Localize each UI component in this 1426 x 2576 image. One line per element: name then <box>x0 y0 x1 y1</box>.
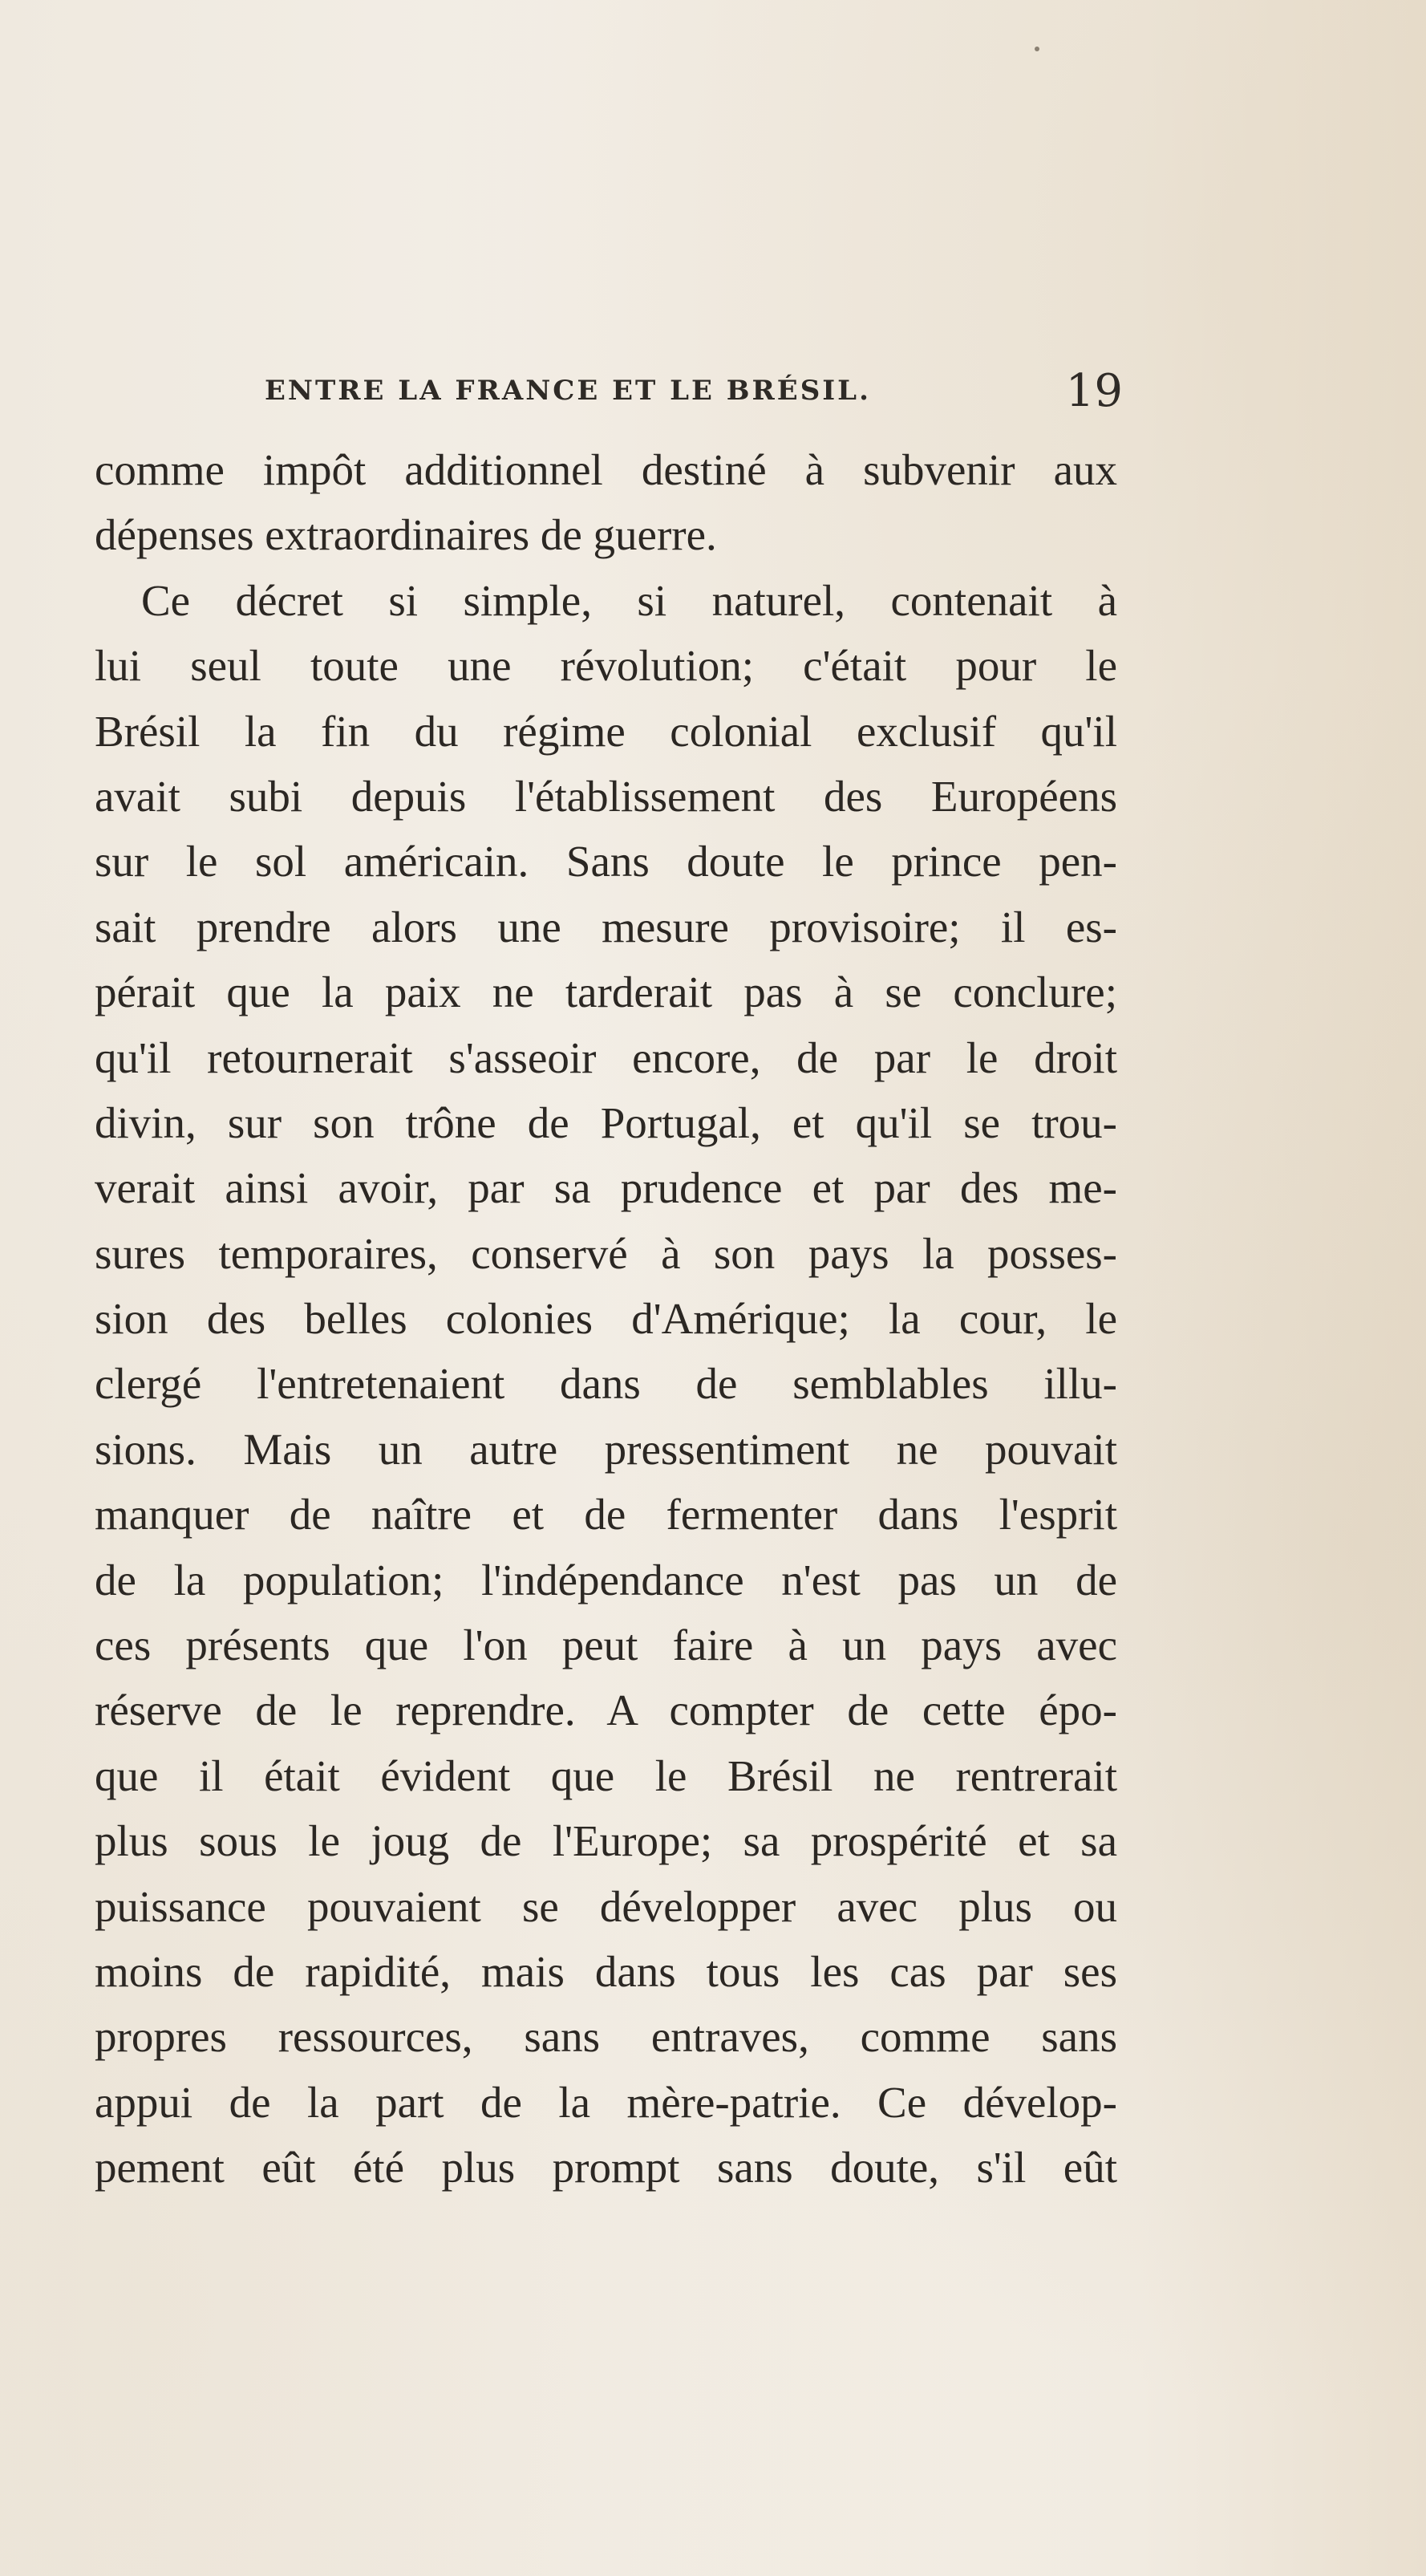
text-line: clergé l'entretenaient dans de semblables illu- <box>95 1359 1117 1409</box>
text-line: puissance pouvaient se développer avec plus ou <box>95 1881 1117 1931</box>
paper-speck <box>1035 47 1039 51</box>
text-line: sion des belles colonies d'Amérique; la cour, le <box>95 1294 1117 1344</box>
text-line: comme impôt additionnel destiné à subvenir aux <box>95 445 1117 494</box>
text-line: Brésil la fin du régime colonial exclusif qu'il <box>95 706 1117 756</box>
running-head <box>265 365 1123 417</box>
text-line: réserve de le reprendre. A compter de cette épo- <box>95 1686 1117 1735</box>
text-line: avait subi depuis l'établissement des Européens <box>95 771 1117 821</box>
text-line: moins de rapidité, mais dans tous les cas par ses <box>95 1946 1117 1996</box>
text-line: divin, sur son trône de Portugal, et qu'il se trou- <box>95 1097 1117 1147</box>
text-line: plus sous le joug de l'Europe; sa prospérité et sa <box>95 1816 1117 1866</box>
text-line: qu'il retournerait s'asseoir encore, de par le droit <box>95 1032 1117 1082</box>
text-line: lui seul toute une révolution; c'était pour le <box>95 641 1117 691</box>
text-line: dépenses extraordinaires de guerre. <box>95 510 717 560</box>
text-line: manquer de naître et de fermenter dans l'esprit <box>95 1490 1117 1540</box>
text-line: sur le sol américain. Sans doute le prince pen- <box>95 837 1117 886</box>
body-text <box>95 437 1117 2201</box>
running-title: ENTRE LA FRANCE ET LE BRÉSIL. <box>265 375 871 407</box>
text-line: pérait que la paix ne tarderait pas à se conclure; <box>95 968 1117 1017</box>
text-line: propres ressources, sans entraves, comme sans <box>95 2012 1117 2062</box>
text-line: pement eût été plus prompt sans doute, s'il eût <box>95 2143 1117 2193</box>
text-line: sures temporaires, conservé à son pays la posses- <box>95 1228 1117 1278</box>
text-line: de la population; l'indépendance n'est pas un de <box>95 1555 1117 1604</box>
text-line: Ce décret si simple, si naturel, contenait à <box>141 575 1117 625</box>
text-line: appui de la part de la mère-patrie. Ce dévelop- <box>95 2077 1117 2127</box>
text-line: verait ainsi avoir, par sa prudence et par des me- <box>95 1163 1117 1213</box>
text-line: que il était évident que le Brésil ne rentrerait <box>95 1750 1117 1800</box>
text-line: sions. Mais un autre pressentiment ne pouvait <box>95 1424 1117 1474</box>
text-line: sait prendre alors une mesure provisoire; il es- <box>95 902 1117 951</box>
text-line: ces présents que l'on peut faire à un pays avec <box>95 1621 1117 1670</box>
page-number: 19 <box>1065 365 1123 417</box>
